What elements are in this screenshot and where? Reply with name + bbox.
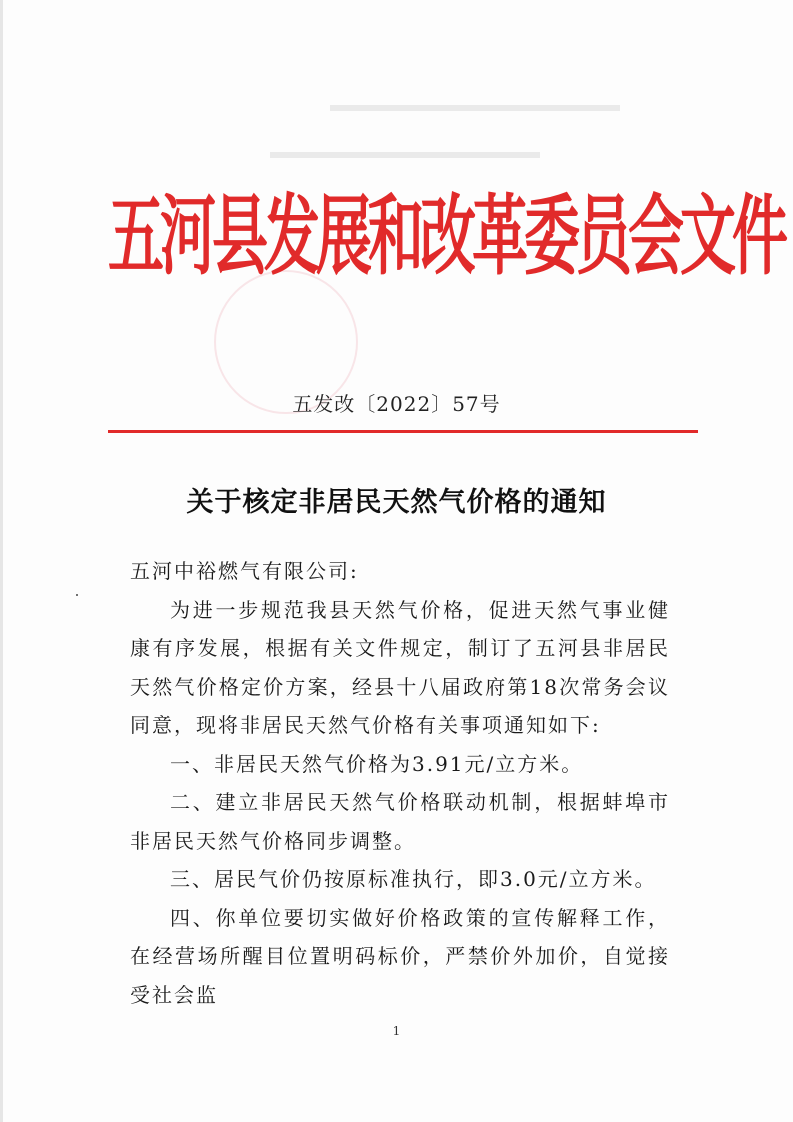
red-header-divider [108,430,698,433]
scan-speck [76,594,78,596]
page-number: 1 [392,1024,401,1038]
paragraph-item-2: 二、建立非居民天然气价格联动机制，根据蚌埠市非居民天然气价格同步调整。 [130,790,670,853]
issuer-header-title: 五河县发展和改革委员会文件 [108,189,784,287]
notice-body [130,552,670,1014]
bleed-through-mark [330,105,620,111]
document-number: 五发改〔2022〕57号 [292,392,501,416]
paragraph-item-4: 四、你单位要切实做好价格政策的宣传解释工作，在经营场所醒目位置明码标价，严禁价外加价，自觉接受社会监 [130,905,670,1007]
scan-edge [0,0,3,1122]
paragraph-item-1: 一、非居民天然气价格为3.91元/立方米。 [170,751,584,776]
paragraph-item-3: 三、居民气价仍按原标准执行，即3.0元/立方米。 [170,867,657,891]
notice-title: 关于核定非居民天然气价格的通知 [186,487,607,518]
paragraph-intro: 为进一步规范我县天然气价格，促进天然气事业健康有序发展，根据有关文件规定，制订了五河县非居民天然气价格定价方案，经县十八届政府第18次常务会议同意，现将非居民天然气价格有关事项通知如下: [130,597,670,737]
addressee: 五河中裕燃气有限公司: [130,559,359,583]
